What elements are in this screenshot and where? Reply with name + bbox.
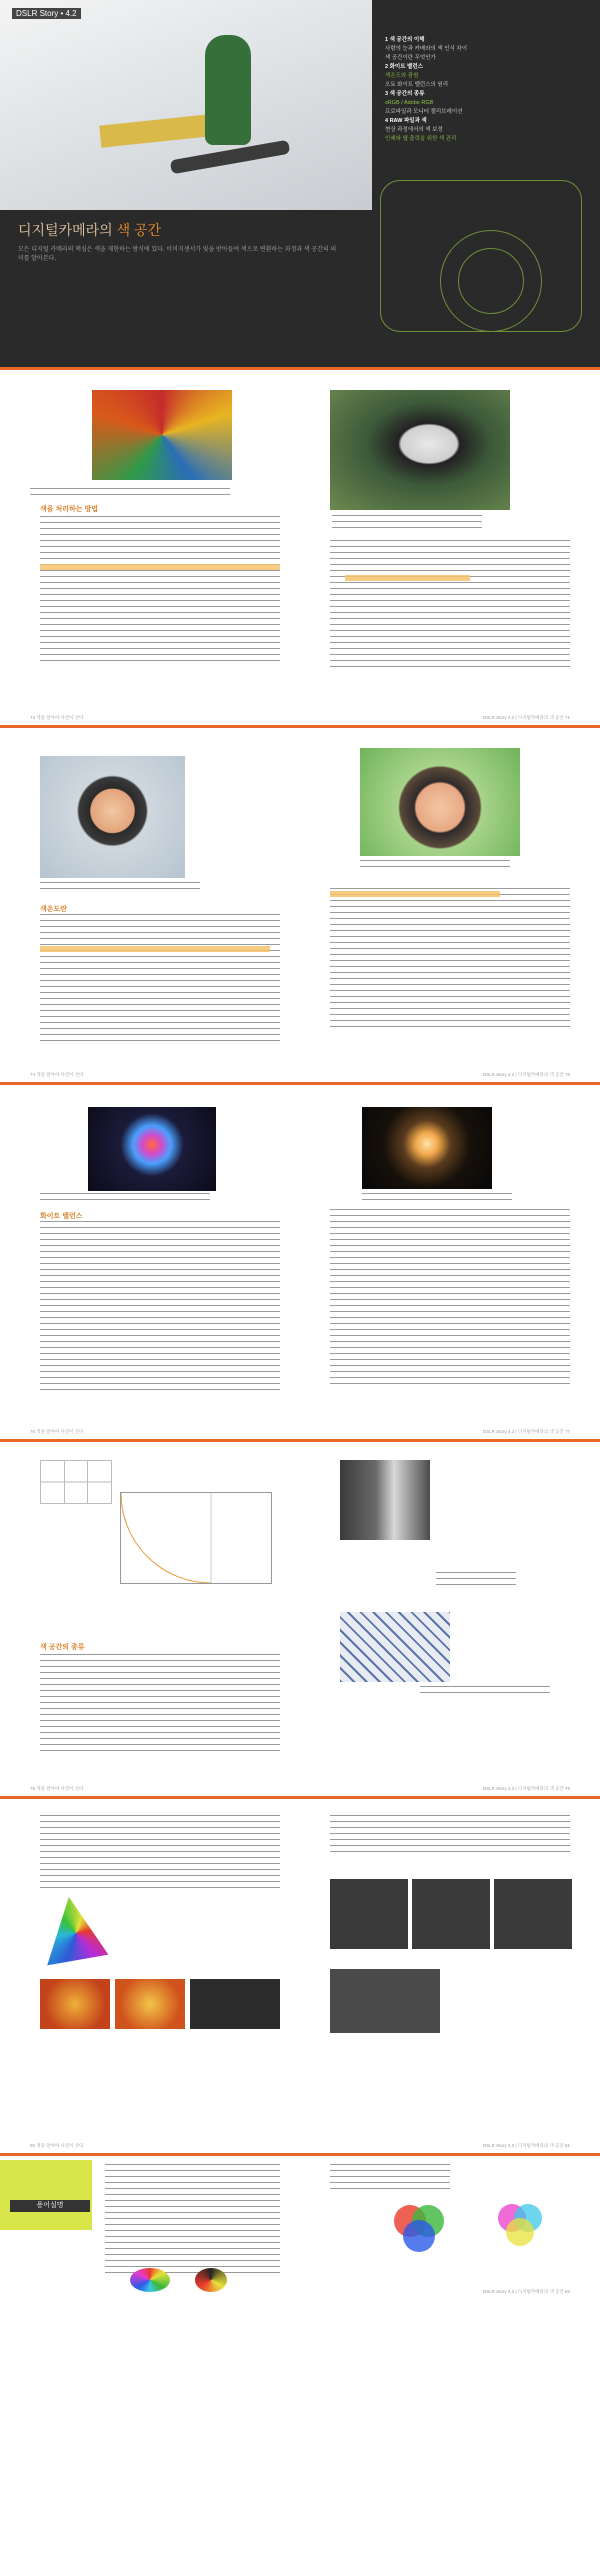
caption	[40, 882, 200, 894]
footer-right: DSLR Story 4.2 | 디지털카메라의 색 공간 77	[482, 1429, 570, 1434]
rail	[99, 114, 211, 147]
toc-item: 3 색 공간의 종류	[385, 91, 425, 97]
section-heading: 색온도란	[40, 906, 68, 913]
glossary-badge: 용어설명	[10, 2200, 90, 2212]
caption	[436, 1572, 516, 1590]
chapter-intro: 모든 디지털 카메라의 핵심은 색을 재현하는 방식에 있다. 이미지센서가 빛을 받아들여 색으로 변환하는 과정과 색 공간의 의미를 알아본다.	[18, 247, 337, 262]
cmy-diagram	[490, 2196, 550, 2256]
footer-right: DSLR Story 4.2 | 디지털카메라의 색 공간 81	[482, 2143, 570, 2148]
rgb-venn-diagram	[380, 2196, 460, 2256]
window-light-photo	[340, 1460, 430, 1540]
spread-5	[0, 1442, 600, 1799]
color-wheel	[130, 2268, 170, 2292]
grid-diagram	[40, 1460, 112, 1504]
raw-converter-screenshot	[330, 1969, 440, 2033]
toc-item: 2 화이트 밸런스	[385, 64, 423, 70]
section-heading: 색 공간의 종류	[40, 1644, 85, 1651]
autumn-leaf-photo-1	[40, 1979, 110, 2029]
spread-2	[0, 370, 600, 728]
footer-right: DSLR Story 4.2 | 디지털카메라의 색 공간 71	[482, 715, 570, 720]
body-text	[330, 1815, 570, 1855]
golden-ratio-diagram	[120, 1492, 272, 1584]
table-of-contents	[385, 36, 585, 144]
penguin-photo	[330, 390, 510, 510]
footer-left: 80 색을 알아야 사진이 산다	[30, 2143, 84, 2148]
caption	[420, 1686, 550, 1698]
highlight	[40, 564, 280, 570]
section-ribbon: DSLR Story • 4.2	[12, 8, 81, 19]
lens-inner-outline	[458, 248, 524, 314]
spread-1	[0, 0, 600, 370]
cracked-paint-photo	[340, 1612, 450, 1682]
golden-spiral-svg	[121, 1493, 271, 1583]
body-text	[40, 1221, 280, 1391]
caption	[40, 1193, 210, 1205]
spread-4	[0, 1085, 600, 1442]
software-screenshot-1	[330, 1879, 408, 1949]
child-portrait-smile	[360, 748, 520, 856]
snowboarder	[205, 35, 251, 145]
toc-item: 색온도와 광원	[385, 73, 419, 79]
footer-left: 78 색을 알아야 사진이 산다	[30, 1786, 84, 1791]
toc-item: 1 색 공간의 이해	[385, 37, 425, 43]
cmy-circles-svg	[490, 2196, 550, 2256]
toc-item: 4 RAW 파일과 색	[385, 118, 427, 124]
chapter-title: 디지털카메라의 색 공간	[18, 222, 162, 238]
footer-right: DSLR Story 4.2 | 디지털카메라의 색 공간 75	[482, 1072, 570, 1077]
toc-item: 사람의 눈과 카메라의 색 인식 차이	[385, 46, 468, 52]
color-wheel-2	[195, 2268, 227, 2292]
body-text	[40, 516, 280, 666]
body-text	[40, 1654, 280, 1754]
software-screenshot-3	[494, 1879, 572, 1949]
toc-item: sRGB / Adobe RGB	[385, 100, 434, 106]
spread-7	[0, 2156, 600, 2299]
footer-left: 74 색을 알아야 사진이 산다	[30, 1072, 84, 1077]
autumn-leaf-photo-2	[115, 1979, 185, 2029]
snowboard-photo	[0, 0, 372, 210]
camera-icon-panel	[0, 2160, 92, 2230]
caption	[332, 515, 482, 533]
body-text	[40, 1815, 280, 1891]
glossary-text-right	[330, 2164, 450, 2194]
stained-glass-photo	[92, 390, 232, 480]
body-text	[330, 1209, 570, 1389]
footer-right: DSLR Story 4.2 | 디지털카메라의 색 공간 79	[482, 1786, 570, 1791]
body-text	[330, 540, 570, 668]
caption	[360, 860, 510, 872]
windmill-night-photo	[88, 1107, 216, 1191]
caption	[362, 1193, 512, 1205]
section-heading: 색을 처리하는 방법	[40, 506, 98, 513]
child-portrait-beach	[40, 756, 185, 878]
toc-item: 오토 화이트 밸런스의 원리	[385, 82, 449, 88]
toc-item: 인쇄와 웹 출력을 위한 색 관리	[385, 136, 457, 142]
windmill-night-photo-2	[362, 1107, 492, 1189]
highlight	[345, 575, 470, 581]
highlight	[330, 891, 500, 897]
caption	[30, 488, 230, 500]
body-text	[40, 914, 280, 1044]
section-heading: 화이트 밸런스	[40, 1213, 83, 1220]
footer-left: 73 색을 알아야 사진이 산다	[30, 715, 84, 720]
histogram-photo	[190, 1979, 280, 2029]
highlight	[40, 946, 270, 952]
toc-item: 색 공간이란 무엇인가	[385, 55, 436, 61]
spread-3	[0, 728, 600, 1085]
rgb-circles-svg	[380, 2196, 460, 2256]
toc-item: 현상 과정에서의 색 보정	[385, 127, 443, 133]
body-text	[330, 888, 570, 1028]
software-screenshot-2	[412, 1879, 490, 1949]
spread-6	[0, 1799, 600, 2156]
footer-left: 76 색을 알아야 사진이 산다	[30, 1429, 84, 1434]
toc-item: 프로파일과 모니터 캘리브레이션	[385, 109, 463, 115]
footer-right: DSLR Story 4.2 | 디지털카메라의 색 공간 83	[482, 2289, 570, 2294]
glossary-text	[105, 2164, 280, 2274]
color-gamut-diagram	[40, 1897, 112, 1969]
